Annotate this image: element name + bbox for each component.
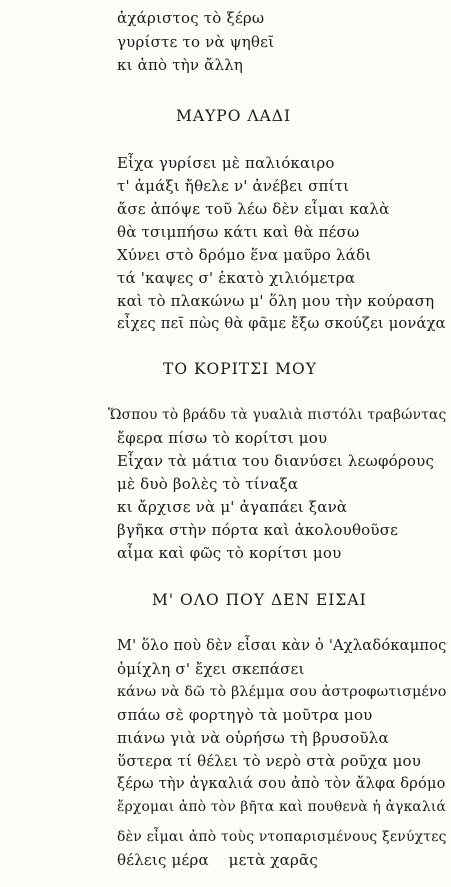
- verse-line: Ὥσπου τὸ βράδυ τὰ γυαλιὰ πιστόλι τραβώντας: [108, 407, 447, 423]
- verse-line: θέλεις μέρα μετὰ χαρᾶς: [117, 851, 318, 869]
- verse-line: πιάνω γιὰ νὰ οὑρήσω τὴ βρυσοῦλα: [117, 729, 389, 747]
- verse-line: σπάω σὲ φορτηγὸ τὰ μοῦτρα μου: [117, 706, 373, 724]
- verse-line: Μ' ὅλο ποὺ δὲν εἶσαι κὰν ὁ 'Αχλαδόκαμπος: [117, 637, 447, 654]
- verse-line: κι ἄρχισε νὰ μ' ἀγαπάει ξανὰ: [117, 498, 348, 516]
- verse-line: ἔφερα πίσω τὸ κορίτσι μου: [117, 429, 328, 447]
- verse-line: Εἶχα γυρίσει μὲ παλιόκαιρο: [117, 154, 335, 172]
- verse-line: ὕστερα τί θέλει τὸ νερὸ στὰ ροῦχα μου: [117, 752, 422, 770]
- verse-line: κάνω νὰ δῶ τὸ βλέμμα σου ἀστροφωτισμένο: [117, 684, 447, 700]
- verse-line: ἔρχομαι ἀπὸ τὸν βῆτα καὶ πουθενὰ ἡ ἀγκαλιά: [117, 799, 447, 815]
- verse-line: ξέρω τὴν ἀγκαλιά σου ἀπὸ τὸν ἄλφα δρόμο: [117, 775, 446, 792]
- verse-line: αἷμα καὶ φῶς τὸ κορίτσι μου: [117, 544, 342, 562]
- verse-line: ἄσε ἀπόψε τοῦ λέω δὲν εἶμαι καλὰ: [117, 200, 390, 218]
- poem-title: Μ' ΟΛΟ ΠΟΥ ΔΕΝ ΕΙΣΑΙ: [152, 591, 367, 609]
- verse-line: Χύνει στὸ δρόμο ἕνα μαῦρο λάδι: [117, 246, 372, 264]
- verse-line: καὶ τὸ πλακώνω μ' ὅλη μου τὴν κούραση: [117, 292, 435, 310]
- poem-title: ΜΑΥΡΟ ΛΑΔΙ: [176, 107, 292, 125]
- verse-line: ὁμίχλη σ' ἔχει σκεπάσει: [117, 660, 305, 678]
- verse-line: θὰ τσιμπήσω κάτι καὶ θὰ πέσω: [117, 223, 360, 241]
- verse-line: τά 'καψες σ' ἑκατὸ χιλιόμετρα: [117, 269, 356, 287]
- verse-line: τ' ἁμάξι ἤθελε ν' ἀνέβει σπίτι: [117, 177, 350, 195]
- verse-line: κι ἀπὸ τὴν ἄλλη: [117, 56, 244, 74]
- verse-line: βγῆκα στὴν πόρτα καὶ ἀκολουθοῦσε: [117, 521, 399, 539]
- verse-line: ἀχάριστος τὸ ξέρω: [117, 9, 265, 27]
- verse-line: Εἶχαν τὰ μάτια του διανύσει λεωφόρους: [117, 452, 435, 470]
- verse-line: γυρίστε το νὰ ψηθεῖ: [117, 33, 275, 51]
- poem-title: ΤΟ ΚΟΡΙΤΣΙ ΜΟΥ: [163, 360, 317, 378]
- verse-line: δὲν εἶμαι ἀπὸ τοὺς ντοπαρισμένους ξενύχτες: [117, 829, 447, 845]
- verse-line: εἶχες πεῖ πὼς θὰ φᾶμε ἔξω σκούζει μονάχα: [117, 315, 446, 332]
- verse-line: μὲ δυὸ βολὲς τὸ τίναξα: [117, 475, 299, 493]
